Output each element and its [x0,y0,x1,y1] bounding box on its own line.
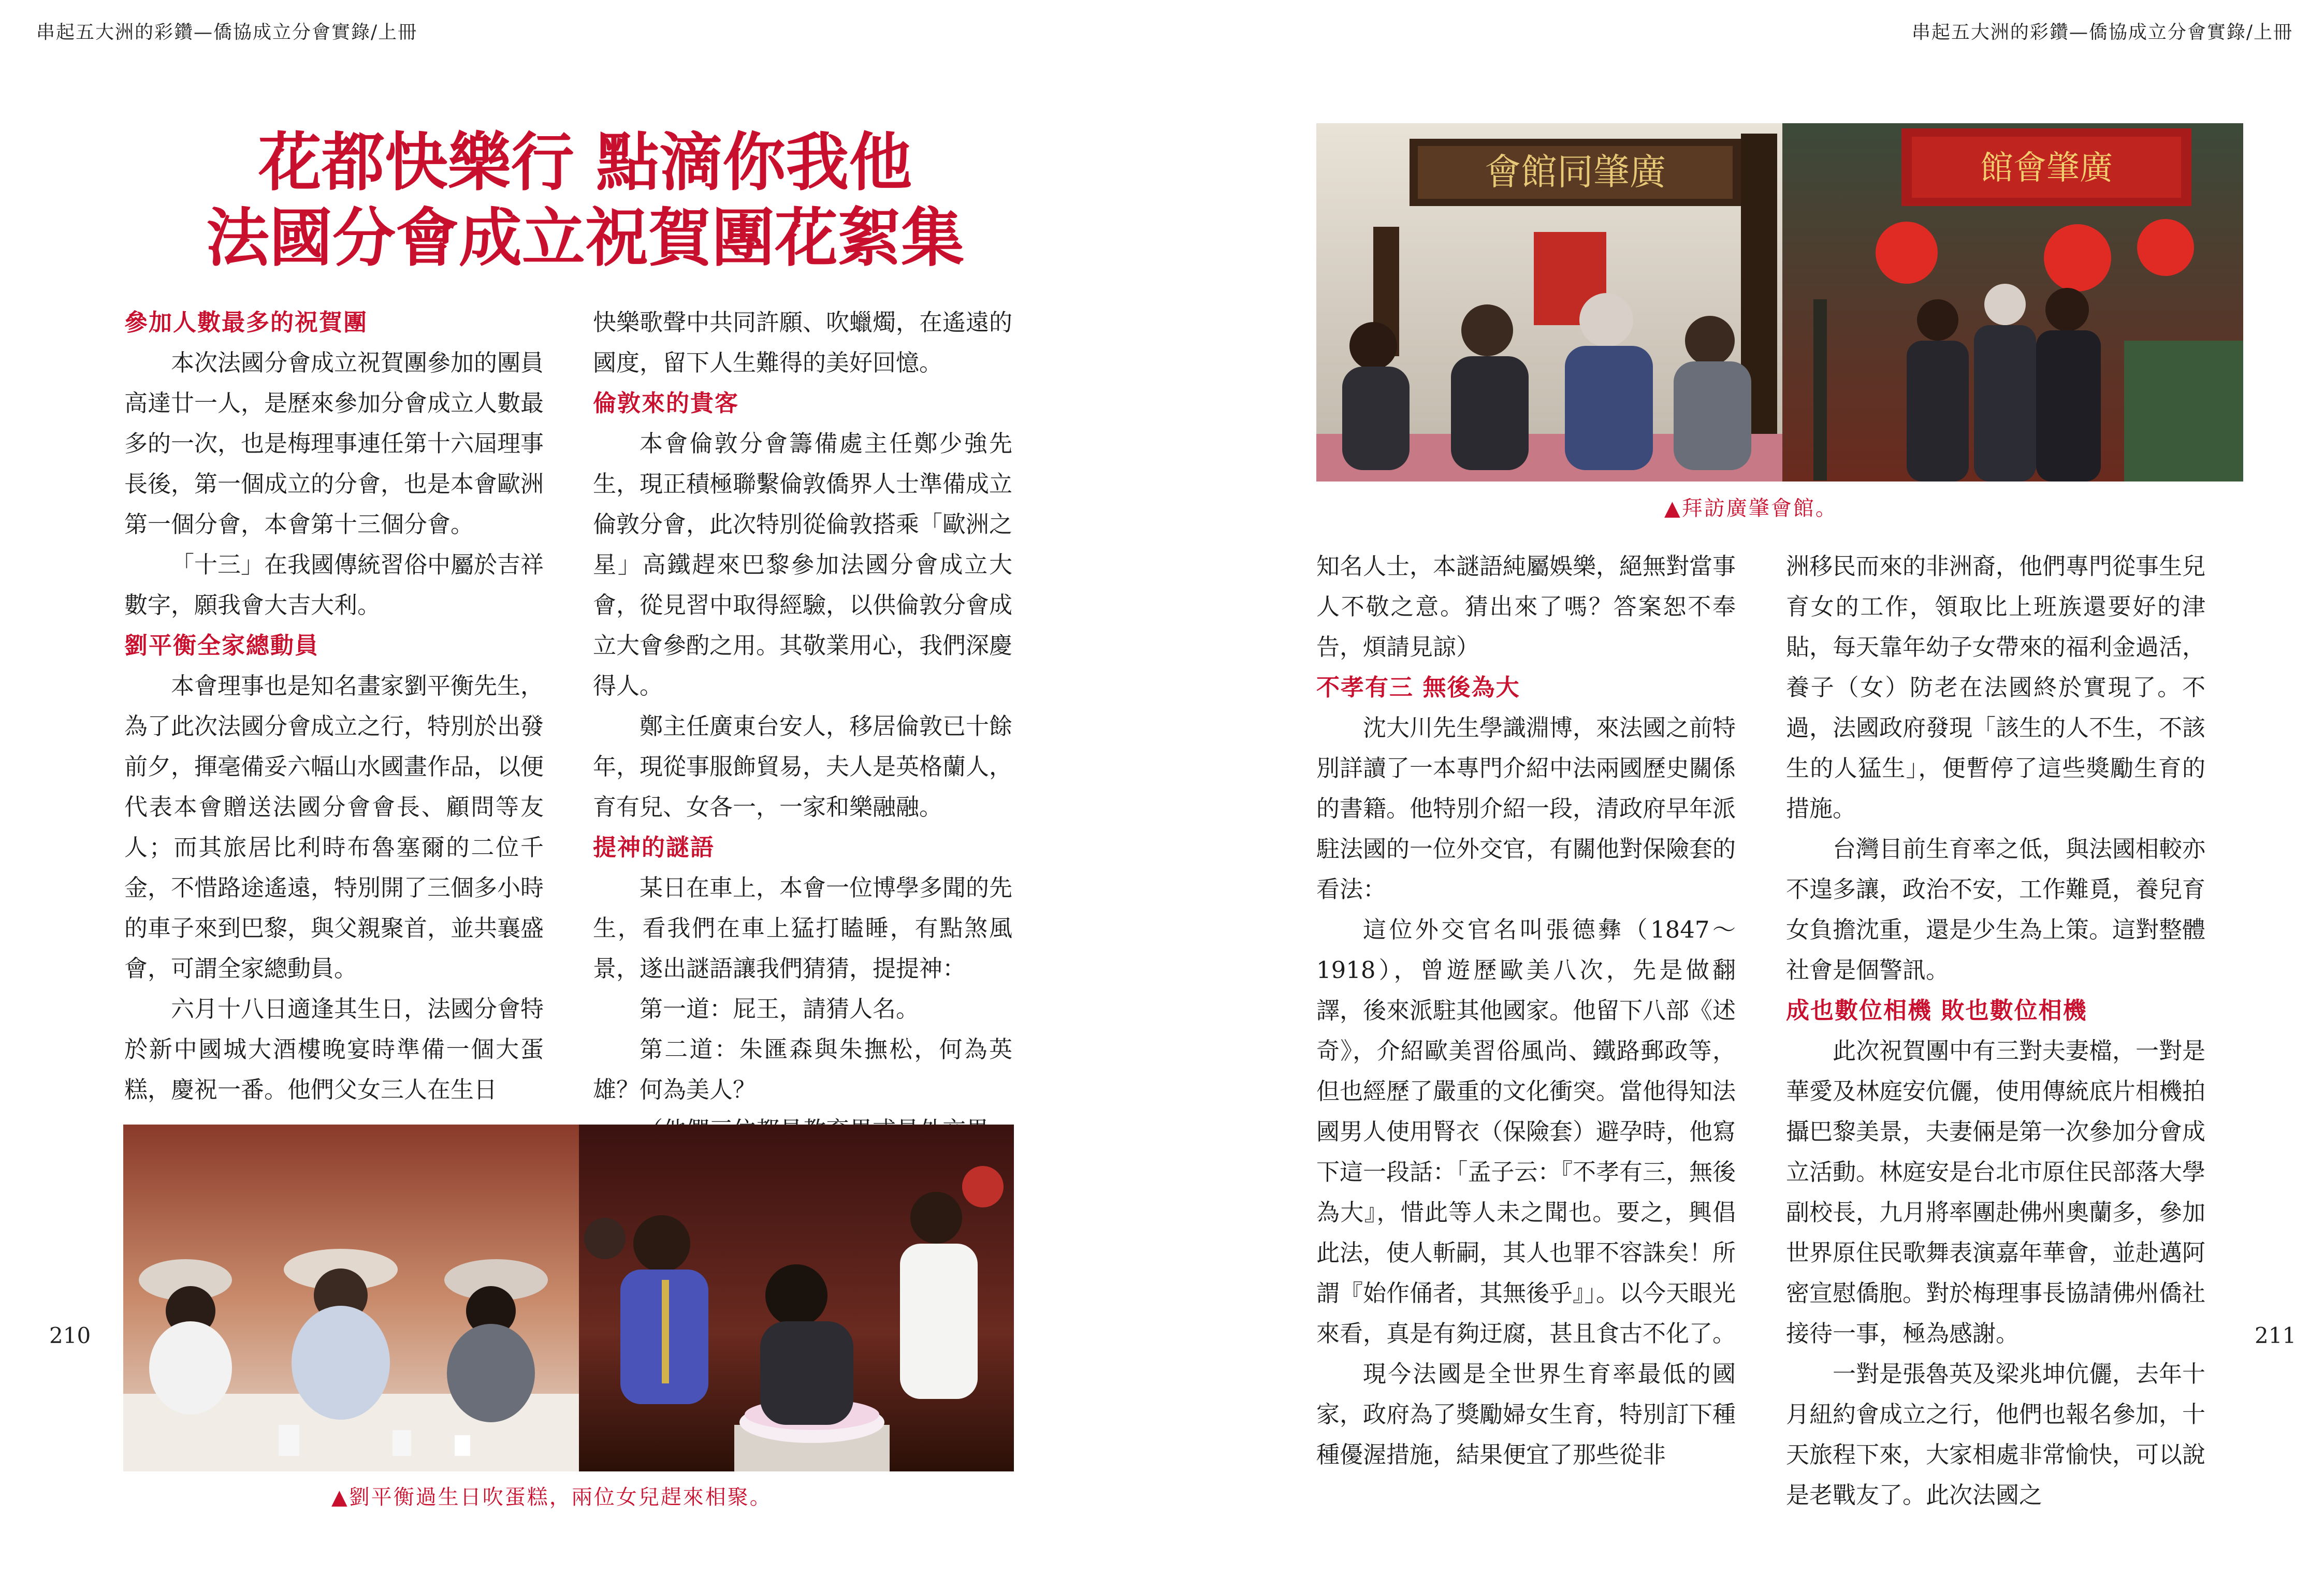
section-heading: 劉平衡全家總動員 [124,632,319,659]
running-head: 串起五大洲的彩鑽—僑協成立分會實錄/上冊 [1911,22,2293,43]
page-number: 211 [2255,1323,2297,1348]
birthday-cake-photo [123,1125,1014,1471]
section-heading: 成也數位相機 敗也數位相機 [1786,997,2087,1024]
paragraph: 鄭主任廣東台安人，移居倫敦已十餘年，現從事服飾貿易，夫人是英格蘭人，育有兒、女各一，一家和樂融融。 [593,712,1013,821]
guild-hall-photo-image [1316,123,2243,482]
paragraph: 快樂歌聲中共同許願、吹蠟燭，在遙遠的國度，留下人生難得的美好回憶。 [593,309,1013,376]
running-head: 串起五大洲的彩鑽—僑協成立分會實錄/上冊 [36,22,418,43]
paragraph: 本會理事也是知名畫家劉平衡先生，為了此次法國分會成立之行，特別於出發前夕，揮毫備妥六幅山水國畫作品，以便代表本會贈送法國分會會長、顧問等友人；而其旅居比利時布魯塞爾的二位千金，不惜路途遙遠，特別開了三個多小時的車子來到巴黎，與父親聚首，並共襄盛會，可謂全家總動員。 [124,672,544,982]
text-column-1 [1316,546,1736,1475]
section-heading: 不孝有三 無後為大 [1316,674,1520,701]
guild-hall-sign-text: 會館同肇廣 [1485,151,1666,193]
paragraph: 台灣目前生育率之低，與法國相較亦不遑多讓，政治不安，工作難覓，養兒育女負擔沈重，還是少生為上策。這對整體社會是個警訊。 [1786,835,2206,984]
paragraph: 六月十八日適逢其生日，法國分會特於新中國城大酒樓晚宴時準備一個大蛋糕，慶祝一番。他們父女三人在生日 [124,995,544,1103]
paragraph: 「十三」在我國傳統習俗中屬於吉祥數字，願我會大吉大利。 [124,551,544,619]
photo-caption: ▲劉平衡過生日吹蛋糕，兩位女兒趕來相聚。 [331,1485,772,1509]
right-page [1162,0,2324,1590]
paragraph: 一對是張魯英及梁兆坤伉儷，去年十月紐約會成立之行，他們也報名參加，十天旅程下來，大家相處非常愉快，可以說是老戰友了。此次法國之 [1786,1360,2206,1509]
paragraph: 知名人士，本謎語純屬娛樂，絕無對當事人不敬之意。猜出來了嗎？答案恕不奉告，煩請見諒） [1316,552,1736,661]
paragraph: 現今法國是全世界生育率最低的國家，政府為了獎勵婦女生育，特別訂下種種優渥措施，結果便宜了那些從非 [1316,1360,1736,1468]
article-title-line-2: 法國分會成立祝賀團花絮集 [206,201,964,275]
paragraph: 沈大川先生學識淵博，來法國之前特別詳讀了一本專門介紹中法兩國歷史關係的書籍。他特別介紹一段，清政府早年派駐法國的一位外交官，有關他對保險套的看法： [1316,714,1736,903]
section-heading: 提神的謎語 [593,834,715,861]
photo-caption: ▲拜訪廣肇會館。 [1664,497,1838,520]
paragraph: 第一道：屁王，請猜人名。 [640,995,920,1023]
page-number: 210 [49,1323,91,1348]
paragraph: 某日在車上，本會一位博學多聞的先生，看我們在車上猛打瞌睡，有點煞風景，遂出謎語讓我們猜猜，提提神： [593,874,1013,982]
temple-sign-text: 館會肇廣 [1980,149,2113,187]
birthday-photo-image [123,1125,1014,1471]
text-column-1 [124,302,544,1110]
guild-hall-visit-photo [1316,123,2243,482]
text-column-2 [1786,546,2205,1515]
paragraph: 洲移民而來的非洲裔，他們專門從事生兒育女的工作，領取比上班族還要好的津貼，每天靠年幼子女帶來的福利金過活，養子（女）防老在法國終於實現了。不過，法國政府發現「該生的人不生，不該生的人猛生」，便暫停了這些獎勵生育的措施。 [1786,552,2206,822]
paragraph: 本次法國分會成立祝賀團參加的團員高達廿一人，是歷來參加分會成立人數最多的一次，也是梅理事連任第十六屆理事長後，第一個成立的分會，也是本會歐洲第一個分會，本會第十三個分會。 [124,349,544,538]
paragraph: 這位外交官名叫張德彝（1847～1918），曾遊歷歐美八次，先是做翻譯，後來派駐其他國家。他留下八部《述奇》，介紹歐美習俗風尚、鐵路郵政等，但也經歷了嚴重的文化衝突。當他得知法國男人使用腎衣（保險套）避孕時，他寫下這一段話：「孟子云：『不孝有三，無後為大』，惜此等人未之聞也。要之，興倡此法，使人斬嗣，其人也罪不容誅矣！所謂『始作俑者，其無後乎』」。以今天眼光來看，真是有夠迂腐，甚且食古不化了。 [1316,916,1736,1347]
section-heading: 倫敦來的貴客 [593,389,739,417]
paragraph: 第二道：朱匯森與朱撫松，何為英雄？何為美人？ [593,1035,1012,1103]
section-heading: 參加人數最多的祝賀團 [124,309,368,336]
paragraph: 此次祝賀團中有三對夫妻檔，一對是華愛及林庭安伉儷，使用傳統底片相機拍攝巴黎美景，夫妻倆是第一次參加分會成立活動。林庭安是台北市原住民部落大學副校長，九月將率團赴佛州奧蘭多，參加世界原住民歌舞表演嘉年華會，並赴邁阿密宣慰僑胞。對於梅理事長協請佛州僑社接待一事，極為感謝。 [1786,1037,2206,1347]
text-column-2 [593,302,1012,1150]
paragraph: 本會倫敦分會籌備處主任鄭少強先生，現正積極聯繫倫敦僑界人士準備成立倫敦分會，此次特別從倫敦搭乘「歐洲之星」高鐵趕來巴黎參加法國分會成立大會，從見習中取得經驗，以供倫敦分會成立大會參酌之用。其敬業用心，我們深慶得人。 [593,430,1013,699]
article-title-line-1: 花都快樂行 點滴你我他 [258,126,912,199]
